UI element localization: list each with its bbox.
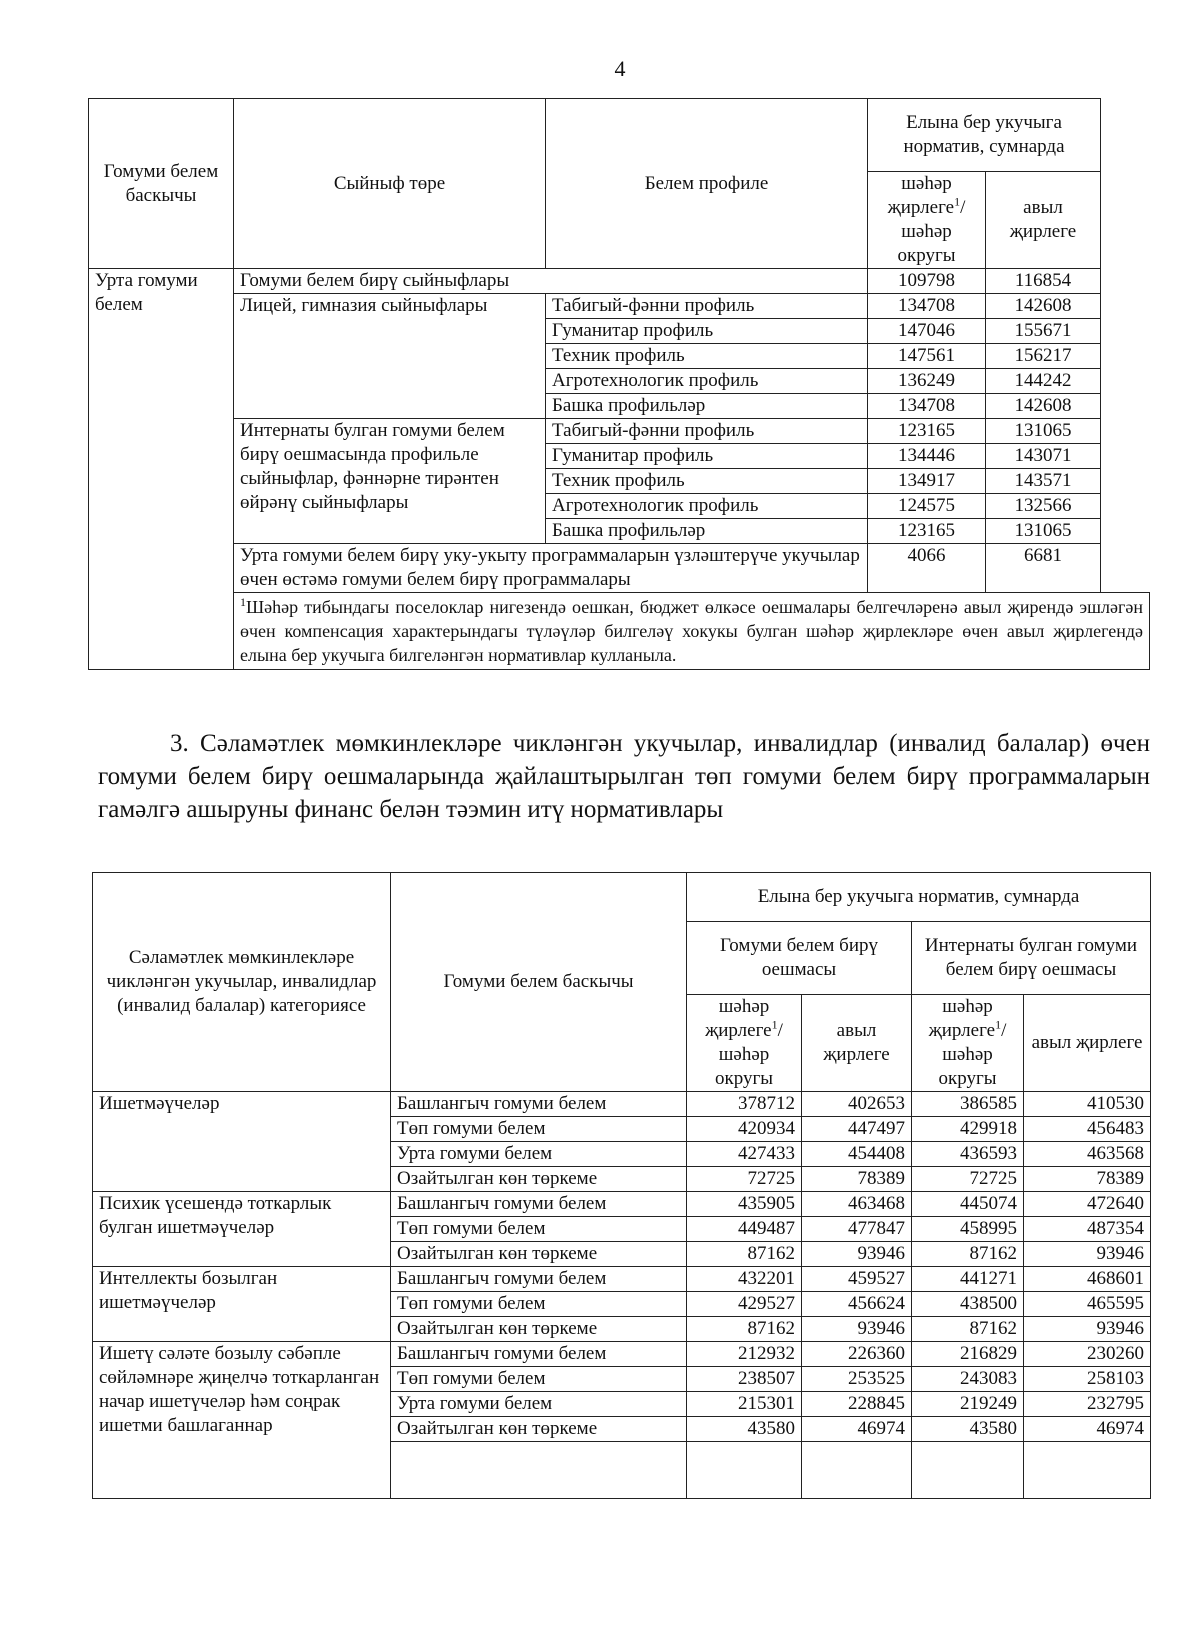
value-boarding-urban: 458995 — [912, 1217, 1024, 1242]
value-boarding-rural: 93946 — [1024, 1242, 1151, 1267]
value-general-rural: 226360 — [802, 1342, 912, 1367]
value-urban: 147561 — [868, 344, 986, 369]
value-rural: 131065 — [986, 519, 1101, 544]
level-label: Озайтылган көн төркеме — [391, 1317, 687, 1342]
value-general-rural: 93946 — [802, 1317, 912, 1342]
table-body — [93, 1092, 1151, 1499]
value-rural: 155671 — [986, 319, 1101, 344]
value-rural: 142608 — [986, 294, 1101, 319]
value-urban: 109798 — [868, 269, 986, 294]
value-boarding-urban: 216829 — [912, 1342, 1024, 1367]
table-row — [89, 269, 1150, 294]
empty-cell — [912, 1442, 1024, 1499]
value-general-rural: 447497 — [802, 1117, 912, 1142]
value-general-urban: 238507 — [687, 1367, 802, 1392]
header-rural: авыл җирлеге — [986, 172, 1101, 269]
section-number: 3. — [170, 730, 189, 757]
value-urban: 124575 — [868, 494, 986, 519]
table-row — [93, 1342, 1151, 1367]
level-label: Урта гомуми белем — [391, 1142, 687, 1167]
value-boarding-urban: 386585 — [912, 1092, 1024, 1117]
value-general-urban: 449487 — [687, 1217, 802, 1242]
profile-label: Башка профильләр — [546, 519, 868, 544]
value-rural: 144242 — [986, 369, 1101, 394]
value-general-urban: 87162 — [687, 1242, 802, 1267]
table-row — [89, 294, 1150, 319]
value-boarding-rural: 487354 — [1024, 1217, 1151, 1242]
value-boarding-urban: 243083 — [912, 1367, 1024, 1392]
value-general-rural: 228845 — [802, 1392, 912, 1417]
profile-label: Табигый-фәнни профиль — [546, 294, 868, 319]
value-boarding-rural: 46974 — [1024, 1417, 1151, 1442]
value-general-urban: 432201 — [687, 1267, 802, 1292]
header-normative: Елына бер укучыга норматив, сумнарда — [687, 873, 1151, 922]
table-row — [89, 419, 1150, 444]
header-urban: шәһәр җирлеге$^1$/ шәһәр округы — [868, 172, 986, 269]
level-label: Башлангыч гомуми белем — [391, 1342, 687, 1367]
value-general-urban: 378712 — [687, 1092, 802, 1117]
profile-label: Табигый-фәнни профиль — [546, 419, 868, 444]
value-rural: 131065 — [986, 419, 1101, 444]
value-general-rural: 459527 — [802, 1267, 912, 1292]
value-general-urban: 43580 — [687, 1417, 802, 1442]
category-label: Ишетү сәләте бозылу сәбәпле сөйләмнәре җиңелчә тоткарланган начар ишетүчеләр һәм соңрак ишетми башлаганнар — [93, 1342, 391, 1499]
category-label: Ишетмәүчеләр — [93, 1092, 391, 1192]
level-label: Урта гомуми белем — [391, 1392, 687, 1417]
value-rural: 6681 — [986, 544, 1101, 593]
value-boarding-urban: 429918 — [912, 1117, 1024, 1142]
value-boarding-rural: 230260 — [1024, 1342, 1151, 1367]
level-label: Озайтылган көн төркеме — [391, 1417, 687, 1442]
empty-cell — [1024, 1442, 1151, 1499]
value-general-urban: 429527 — [687, 1292, 802, 1317]
category-label: Интеллекты бозылган ишетмәүчеләр — [93, 1267, 391, 1342]
level-label: Урта гомуми белем — [89, 269, 234, 670]
value-urban: 134708 — [868, 294, 986, 319]
section-title: Сәламәтлек мөмкинлекләре чикләнгән укучылар, инвалидлар (инвалид балалар) өчен гомуми белем бирү оешмаларында җайлаштырылган төп гомуми белем бирү программаларын гамәлгә ашыруны финанс белән тәэмин итү нормативлары — [98, 730, 1150, 823]
group-label: Лицей, гимназия сыйныфлары — [234, 294, 546, 419]
group-label: Интернаты булган гомуми белем бирү оешмасында профильле сыйныфлар, фәннәрне тирәнтен өйрәнү сыйныфлары — [234, 419, 546, 544]
value-boarding-rural: 410530 — [1024, 1092, 1151, 1117]
level-label: Төп гомуми белем — [391, 1367, 687, 1392]
value-urban: 134708 — [868, 394, 986, 419]
footnote-row — [89, 593, 1150, 670]
profile-label: Гуманитар профиль — [546, 319, 868, 344]
section-heading — [98, 727, 1150, 826]
value-urban: 136249 — [868, 369, 986, 394]
value-general-rural: 463468 — [802, 1192, 912, 1217]
value-general-urban: 427433 — [687, 1142, 802, 1167]
value-boarding-urban: 436593 — [912, 1142, 1024, 1167]
header-rural: авыл җирлеге — [802, 995, 912, 1092]
value-rural: 116854 — [986, 269, 1101, 294]
value-boarding-urban: 441271 — [912, 1267, 1024, 1292]
header-class-type: Сыйныф төре — [234, 99, 546, 269]
table-row — [93, 1092, 1151, 1117]
value-boarding-rural: 258103 — [1024, 1367, 1151, 1392]
header-level: Гомуми белем баскычы — [89, 99, 234, 269]
category-label: Психик үсешендә тоткарлык булган ишетмәүчеләр — [93, 1192, 391, 1267]
value-boarding-urban: 43580 — [912, 1417, 1024, 1442]
value-boarding-urban: 72725 — [912, 1167, 1024, 1192]
table-header-row — [93, 873, 1151, 922]
level-label: Төп гомуми белем — [391, 1117, 687, 1142]
value-rural: 143071 — [986, 444, 1101, 469]
value-boarding-urban: 445074 — [912, 1192, 1024, 1217]
value-general-rural: 454408 — [802, 1142, 912, 1167]
value-urban: 4066 — [868, 544, 986, 593]
value-urban: 134446 — [868, 444, 986, 469]
value-boarding-urban: 87162 — [912, 1317, 1024, 1342]
level-label: Төп гомуми белем — [391, 1292, 687, 1317]
general-row-label: Гомуми белем бирү сыйныфлары — [234, 269, 868, 294]
profile-label: Гуманитар профиль — [546, 444, 868, 469]
footnote: $^1$Шәһәр тибындагы поселоклар нигезендә оешкан, бюджет өлкәсе оешмалары белгечләренә авыл җирендә эшләгән өчен компенсация характерындагы түләүләр билгеләү хокукы булган шәһәр җирлекләре өчен авыл җирлегендә елына бер укучыга билгеләнгән нормативлар кулланыла. — [234, 593, 1150, 670]
value-general-urban: 420934 — [687, 1117, 802, 1142]
value-general-rural: 46974 — [802, 1417, 912, 1442]
level-label: Башлангыч гомуми белем — [391, 1192, 687, 1217]
empty-cell — [802, 1442, 912, 1499]
table-secondary-education-normatives — [88, 98, 1150, 670]
profile-label: Агротехнологик профиль — [546, 494, 868, 519]
value-rural: 143571 — [986, 469, 1101, 494]
value-urban: 123165 — [868, 519, 986, 544]
value-general-urban: 87162 — [687, 1317, 802, 1342]
extra-row-label: Урта гомуми белем бирү уку-укыту программаларын үзләштерүче укучылар өчен өстәмә гомуми белем бирү программалары — [234, 544, 868, 593]
profile-label: Агротехнологик профиль — [546, 369, 868, 394]
table-row — [93, 1267, 1151, 1292]
value-boarding-rural: 465595 — [1024, 1292, 1151, 1317]
value-general-rural: 456624 — [802, 1292, 912, 1317]
table-row — [89, 544, 1150, 593]
header-rural: авыл җирлеге — [1024, 995, 1151, 1092]
value-general-rural: 402653 — [802, 1092, 912, 1117]
header-general-org: Гомуми белем бирү оешмасы — [687, 922, 912, 995]
value-rural: 156217 — [986, 344, 1101, 369]
value-general-rural: 477847 — [802, 1217, 912, 1242]
value-general-rural: 253525 — [802, 1367, 912, 1392]
value-boarding-rural: 468601 — [1024, 1267, 1151, 1292]
value-boarding-rural: 78389 — [1024, 1167, 1151, 1192]
header-normative: Елына бер укучыга норматив, сумнарда — [868, 99, 1101, 172]
profile-label: Техник профиль — [546, 469, 868, 494]
value-general-urban: 215301 — [687, 1392, 802, 1417]
level-label: Төп гомуми белем — [391, 1217, 687, 1242]
value-rural: 132566 — [986, 494, 1101, 519]
level-label: Башлангыч гомуми белем — [391, 1267, 687, 1292]
value-general-urban: 72725 — [687, 1167, 802, 1192]
value-boarding-rural: 463568 — [1024, 1142, 1151, 1167]
value-boarding-urban: 219249 — [912, 1392, 1024, 1417]
value-boarding-rural: 472640 — [1024, 1192, 1151, 1217]
value-boarding-rural: 456483 — [1024, 1117, 1151, 1142]
value-urban: 134917 — [868, 469, 986, 494]
table-disabled-students-normatives — [92, 872, 1151, 1499]
page-number: 4 — [614, 56, 626, 81]
value-rural: 142608 — [986, 394, 1101, 419]
empty-cell — [687, 1442, 802, 1499]
value-urban: 123165 — [868, 419, 986, 444]
value-boarding-rural: 232795 — [1024, 1392, 1151, 1417]
value-general-urban: 435905 — [687, 1192, 802, 1217]
empty-cell — [391, 1442, 687, 1499]
value-boarding-rural: 93946 — [1024, 1317, 1151, 1342]
value-boarding-urban: 438500 — [912, 1292, 1024, 1317]
table-header-row — [89, 99, 1150, 172]
header-urban: шәһәр җирлеге$^1$/ шәһәр округы — [912, 995, 1024, 1092]
header-level: Гомуми белем баскычы — [391, 873, 687, 1092]
level-label: Озайтылган көн төркеме — [391, 1167, 687, 1192]
header-category: Сәламәтлек мөмкинлекләре чикләнгән укучылар, инвалидлар (инвалид балалар) категориясе — [93, 873, 391, 1092]
value-urban: 147046 — [868, 319, 986, 344]
profile-label: Техник профиль — [546, 344, 868, 369]
header-profile: Белем профиле — [546, 99, 868, 269]
value-boarding-urban: 87162 — [912, 1242, 1024, 1267]
header-boarding-org: Интернаты булган гомуми белем бирү оешмасы — [912, 922, 1151, 995]
value-general-rural: 93946 — [802, 1242, 912, 1267]
level-label: Башлангыч гомуми белем — [391, 1092, 687, 1117]
value-general-rural: 78389 — [802, 1167, 912, 1192]
level-label: Озайтылган көн төркеме — [391, 1242, 687, 1267]
value-general-urban: 212932 — [687, 1342, 802, 1367]
profile-label: Башка профильләр — [546, 394, 868, 419]
header-urban: шәһәр җирлеге$^1$/ шәһәр округы — [687, 995, 802, 1092]
table-row — [93, 1192, 1151, 1217]
